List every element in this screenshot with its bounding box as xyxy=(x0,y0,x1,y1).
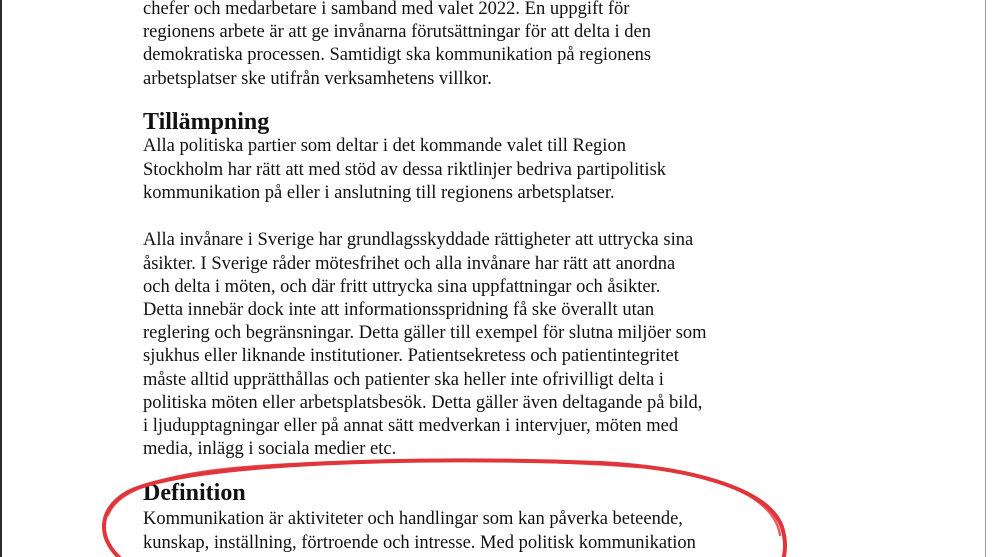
intro-paragraph xyxy=(143,0,651,91)
text-line: i ljudupptagningar eller på annat sätt medverkan i intervjuer, möten med xyxy=(143,416,679,437)
section-heading-tillampning: Tillämpning xyxy=(143,109,270,135)
text-line: kommunikation på eller i anslutning till regionens arbetsplatser. xyxy=(143,182,615,203)
text-line: Detta innebär dock inte att informationsspridning få ske överallt utan xyxy=(143,300,655,320)
tillampning-paragraph-2 xyxy=(143,229,707,461)
page-left-edge xyxy=(0,0,2,557)
text-line: Kommunikation är aktiviteter och handlingar som kan påverka beteende, xyxy=(143,509,683,530)
text-line: måste alltid upprätthållas och patienter ska heller inte ofrivilligt delta i xyxy=(143,369,664,390)
text-line: åsikter. I Sverige råder mötesfrihet och alla invånare har rätt att anordna xyxy=(143,253,676,274)
text-line: Alla invånare i Sverige har grundlagsskyddade rättigheter att uttrycka sina xyxy=(143,230,694,251)
text-line: demokratiska processen. Samtidigt ska kommunikation på regionens xyxy=(143,45,652,66)
text-line: kunskap, inställning, förtroende och intresse. Med politisk kommunikation xyxy=(143,532,696,553)
text-line: arbetsplatser ske utifrån verksamhetens villkor. xyxy=(143,68,492,89)
definition-paragraph xyxy=(143,508,696,554)
text-line: reglering och begränsningar. Detta gäller till exempel för slutna miljöer som xyxy=(143,323,707,344)
text-line: sjukhus eller liknande institutioner. Patientsekretess och patientintegritet xyxy=(143,346,679,367)
page-right-edge xyxy=(985,0,986,557)
text-line: media, inlägg i sociala medier etc. xyxy=(143,439,397,460)
text-line: Stockholm har rätt att med stöd av dessa riktlinjer bedriva partipolitisk xyxy=(143,159,667,180)
text-line: Alla politiska partier som deltar i det kommande valet till Region xyxy=(143,136,626,157)
text-line: chefer och medarbetare i samband med valet 2022. En uppgift för xyxy=(143,0,630,19)
text-line: politiska möten eller arbetsplatsbesök. Detta gäller även deltagande på bild, xyxy=(143,392,703,413)
red-circle-stroke-right xyxy=(690,474,780,535)
text-line: regionens arbete är att ge invånarna förutsättningar för att delta i den xyxy=(143,22,652,43)
tillampning-paragraph-1 xyxy=(143,135,666,205)
section-heading-definition: Definition xyxy=(143,480,246,506)
text-line: och delta i möten, och där fritt uttrycka sina uppfattningar och åsikter. xyxy=(143,276,661,297)
